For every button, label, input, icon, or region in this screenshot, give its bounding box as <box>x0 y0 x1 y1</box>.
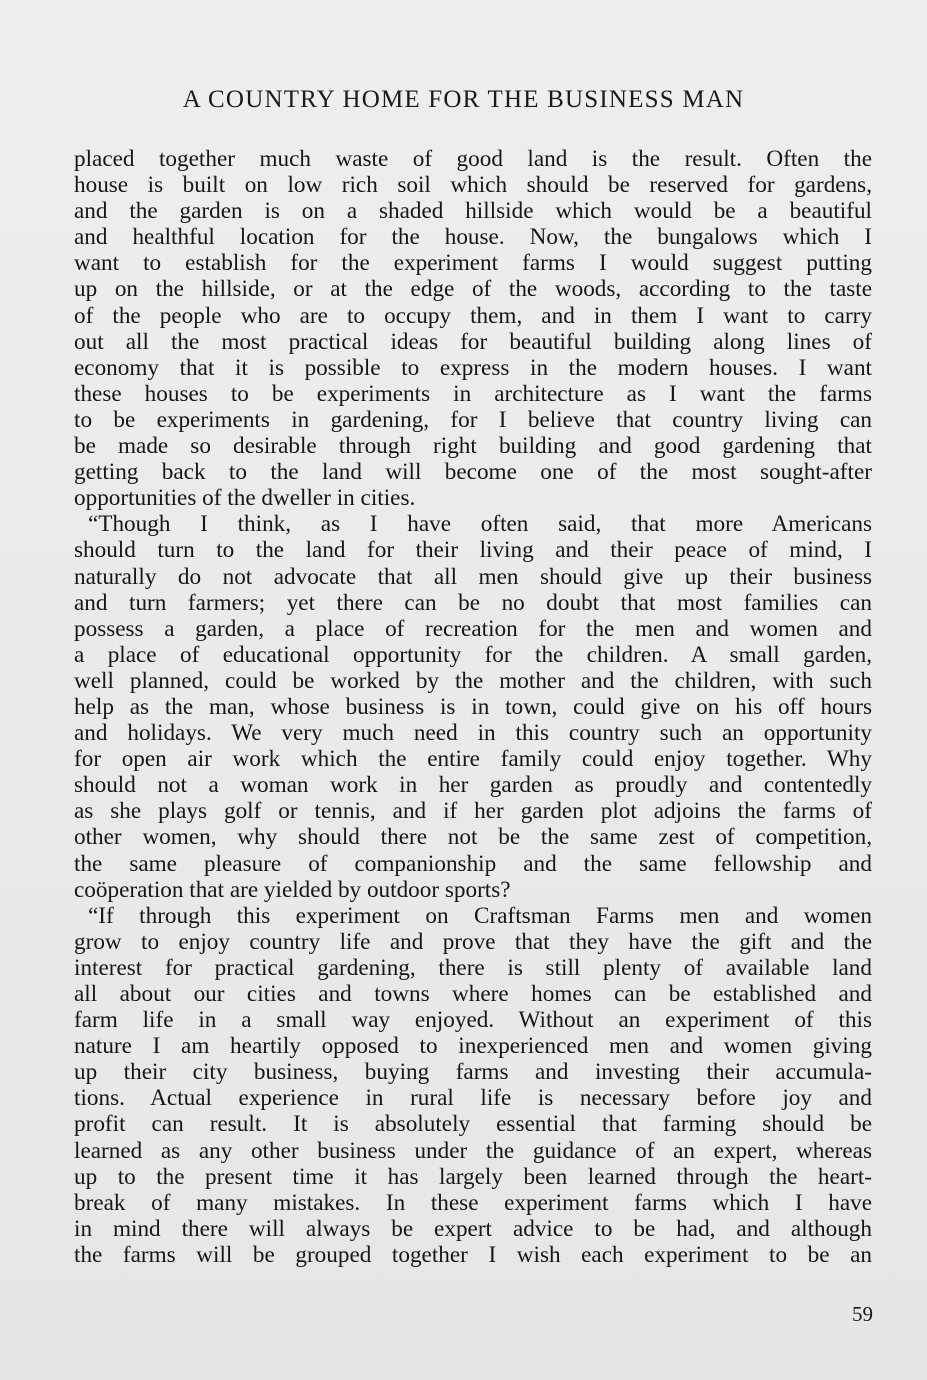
text-line: of the people who are to occupy them, and in them I want to carry <box>74 302 872 329</box>
paragraph-end-line: coöperation that are yielded by outdoor sports? <box>74 876 511 903</box>
text-line: up on the hillside, or at the edge of the woods, according to the taste <box>74 276 872 303</box>
text-line: placed together much waste of good land is the result. Often the <box>74 146 872 172</box>
text-line: as she plays golf or tennis, and if her garden plot adjoins the farms of <box>74 798 872 825</box>
text-line: should turn to the land for their living and their peace of mind, I <box>74 537 872 564</box>
body-text <box>74 146 872 1268</box>
text-line: in mind there will always be expert advice to be had, and although <box>74 1215 872 1242</box>
text-line: nature I am heartily opposed to inexperienced men and women giving <box>74 1033 872 1060</box>
text-line: to be experiments in gardening, for I believe that country living can <box>74 406 872 433</box>
text-line: profit can result. It is absolutely essential that farming should be <box>74 1111 872 1138</box>
text-line: out all the most practical ideas for beautiful building along lines of <box>74 328 872 355</box>
text-line: and the garden is on a shaded hillside which would be a beautiful <box>74 198 872 225</box>
text-line: help as the man, whose business is in town, could give on his off hours <box>74 693 872 720</box>
text-line: and holidays. We very much need in this country such an opportunity <box>74 720 872 747</box>
text-line: well planned, could be worked by the mother and the children, with such <box>74 667 872 694</box>
paragraph-end-line: opportunities of the dweller in cities. <box>74 485 416 512</box>
text-line: naturally do not advocate that all men should give up their business <box>74 563 872 590</box>
text-line: other women, why should there not be the same zest of competition, <box>74 824 872 851</box>
text-line: the farms will be grouped together I wish each experiment to be an <box>74 1241 872 1268</box>
text-line: want to establish for the experiment farms I would suggest putting <box>74 250 872 277</box>
text-line: a place of educational opportunity for the children. A small garden, <box>74 641 872 668</box>
text-line: all about our cities and towns where homes can be established and <box>74 981 872 1007</box>
text-line: be made so desirable through right building and good gardening that <box>74 433 872 460</box>
text-line: grow to enjoy country life and prove that they have the gift and the <box>74 928 872 955</box>
text-line: economy that it is possible to express in the modern houses. I want <box>74 354 872 381</box>
text-line: interest for practical gardening, there is still plenty of available land <box>74 954 872 981</box>
text-line: getting back to the land will become one of the most sought-after <box>74 459 872 486</box>
paragraph-start-line: “If through this experiment on Craftsman Farms men and women <box>88 902 872 929</box>
text-line: possess a garden, a place of recreation for the men and women and <box>74 615 872 642</box>
page-number: 59 <box>852 1302 873 1326</box>
text-line: house is built on low rich soil which should be reserved for gardens, <box>74 172 872 199</box>
text-line: up their city business, buying farms and investing their accumula- <box>74 1059 872 1086</box>
text-line: should not a woman work in her garden as proudly and contentedly <box>74 772 872 799</box>
text-line: break of many mistakes. In these experiment farms which I have <box>74 1189 872 1216</box>
text-line: farm life in a small way enjoyed. Without an experiment of this <box>74 1007 872 1034</box>
running-head-title: A COUNTRY HOME FOR THE BUSINESS MAN <box>182 86 745 113</box>
text-line: learned as any other business under the guidance of an expert, whereas <box>74 1137 872 1164</box>
paragraph-start-line: “Though I think, as I have often said, that more Americans <box>88 511 872 538</box>
text-line: up to the present time it has largely been learned through the heart- <box>74 1163 872 1190</box>
text-line: the same pleasure of companionship and the same fellowship and <box>74 850 872 877</box>
text-line: for open air work which the entire family could enjoy together. Why <box>74 746 872 773</box>
text-line: tions. Actual experience in rural life is necessary before joy and <box>74 1085 872 1112</box>
text-line: and healthful location for the house. Now, the bungalows which I <box>74 224 872 251</box>
text-line: and turn farmers; yet there can be no doubt that most families can <box>74 589 872 616</box>
text-line: these houses to be experiments in architecture as I want the farms <box>74 380 872 407</box>
